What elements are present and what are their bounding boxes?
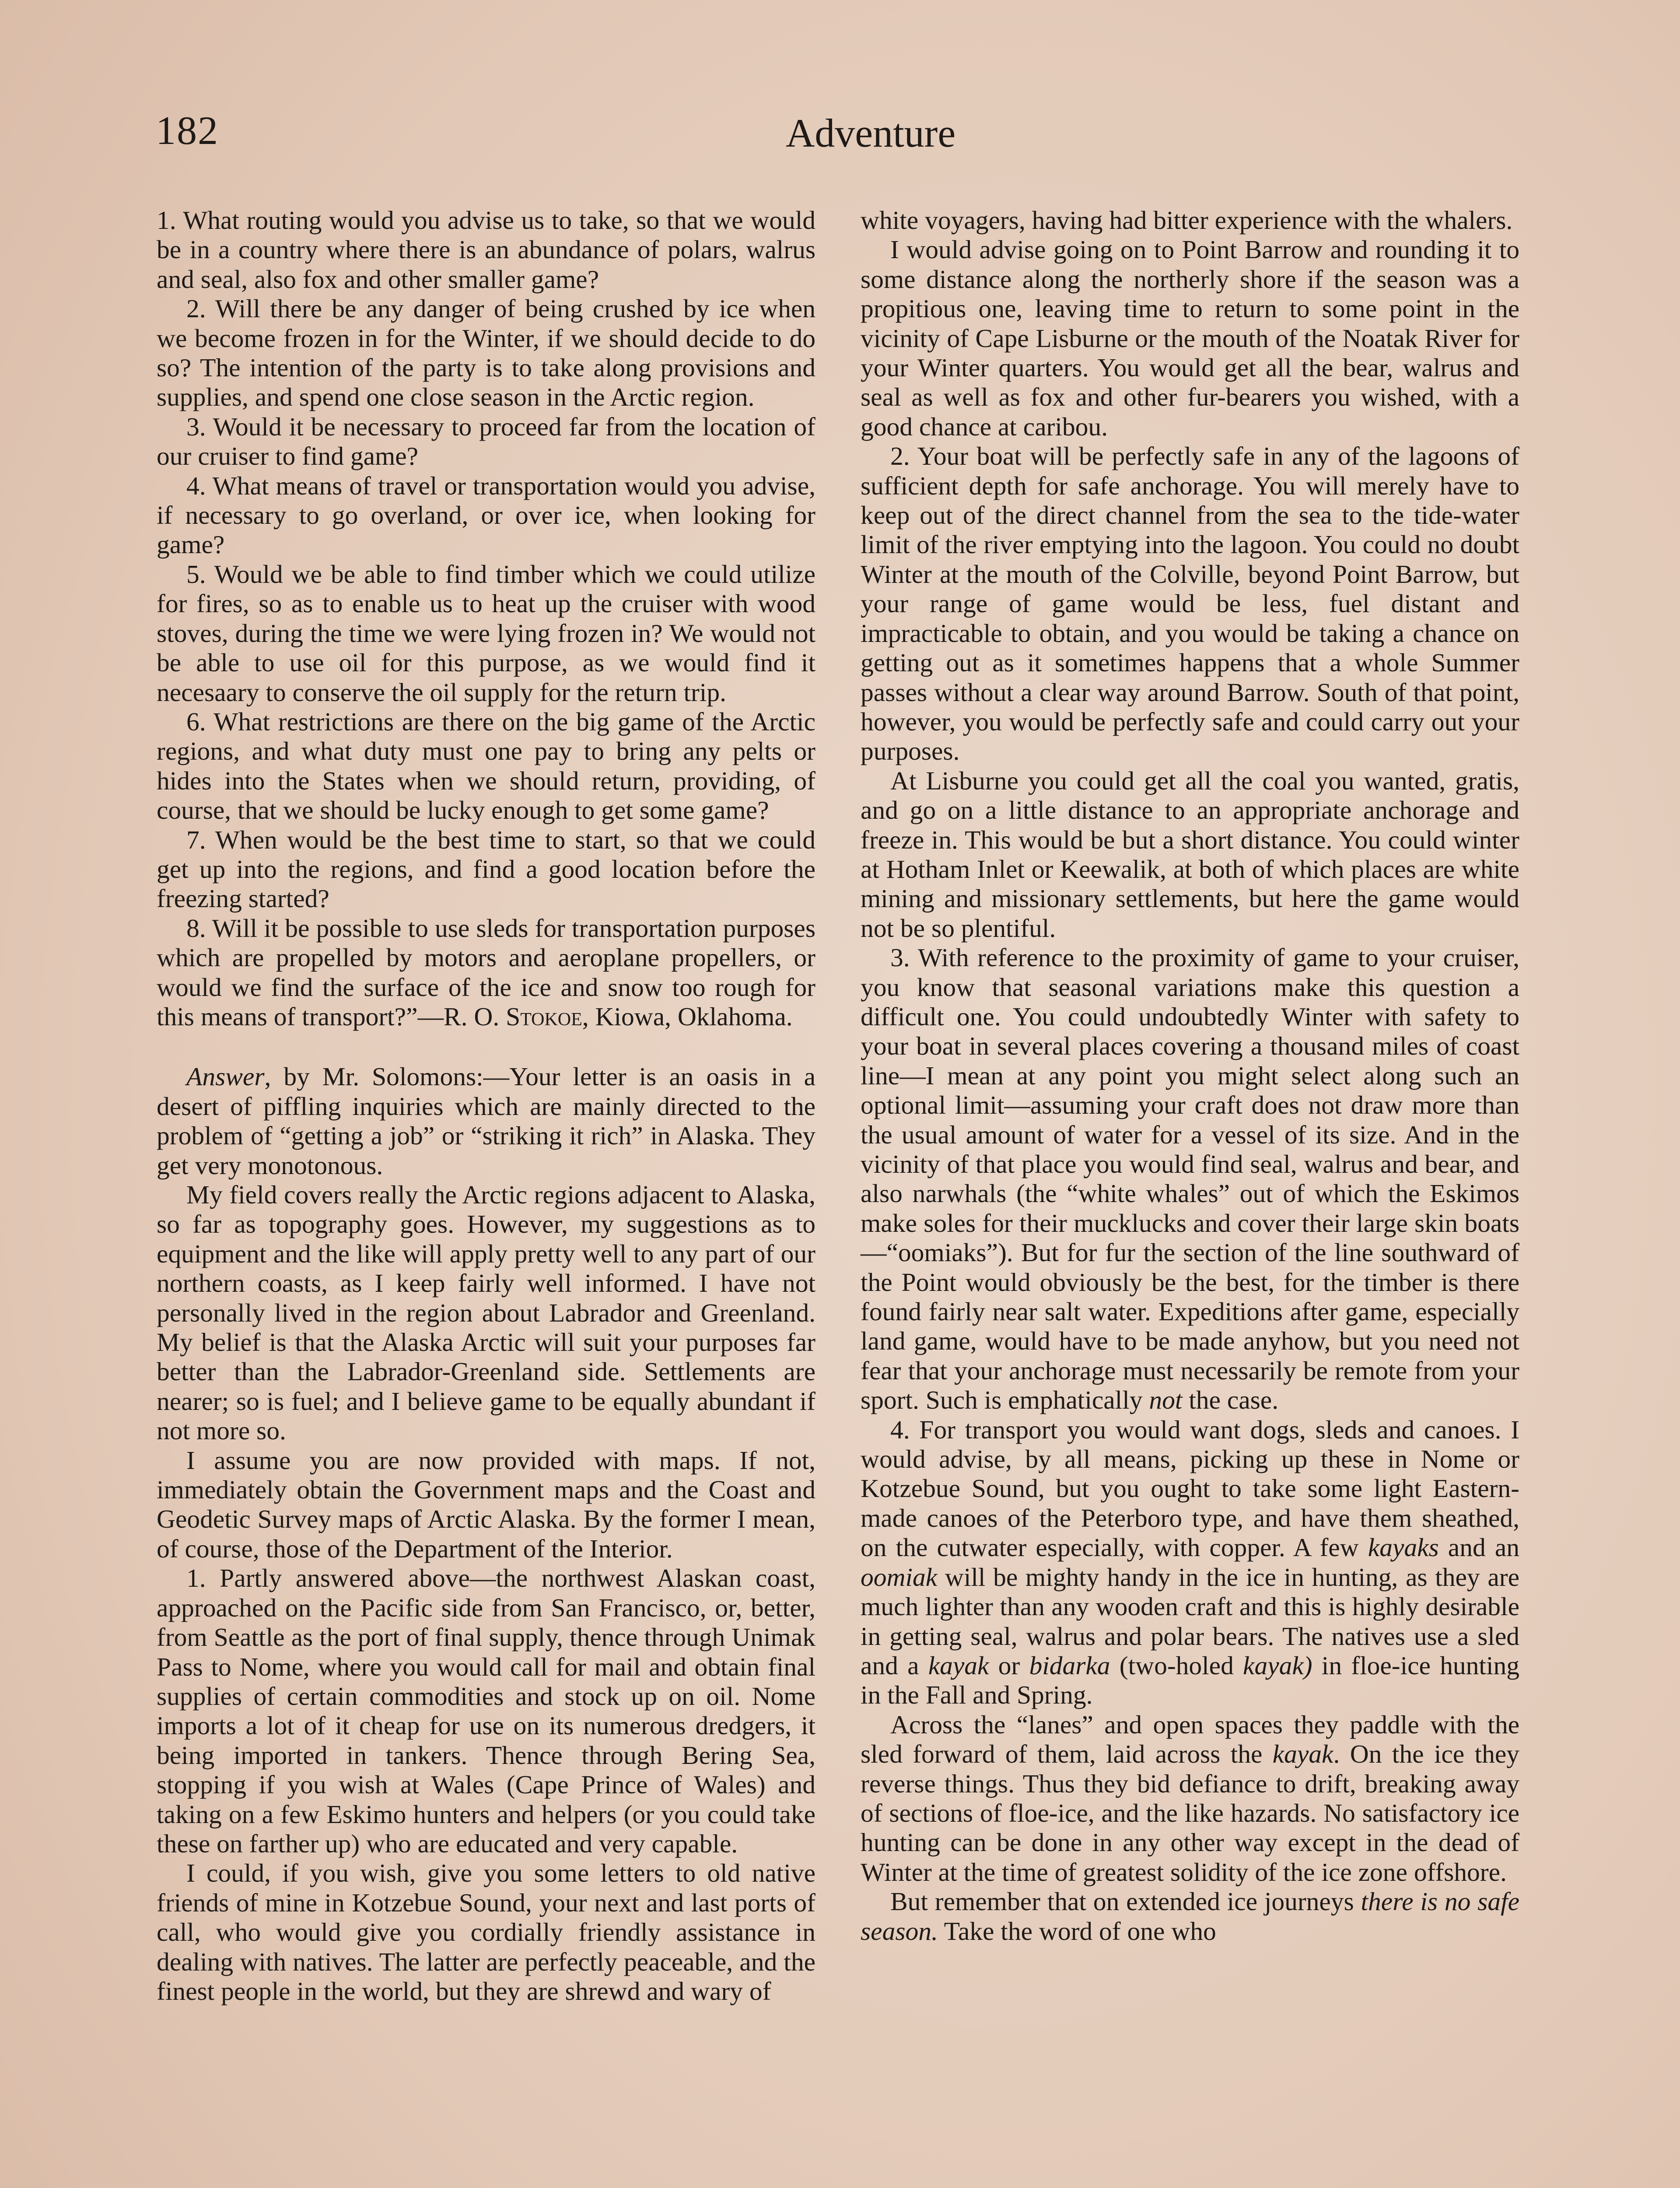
question-8 (157, 914, 816, 1032)
answer-4-part-c: will be mighty handy in the ice in hunting, as they are much lighter than any wooden craft and this is highly desirable in getting seal, walrus and polar bears. The natives use a sled and a (861, 1562, 1519, 1680)
answer-intro (157, 1062, 816, 1180)
page-number: 182 (156, 108, 219, 153)
remember-part-b: Take the word of one who (938, 1916, 1216, 1946)
signature-place: , Kiowa, Oklahoma. (582, 1002, 793, 1031)
answer-1: 1. Partly answered above—the northwest Alaskan coast, approached on the Pacific side from San Francisco, or, better, from Seattle as the port of final supply, thence through Unimak Pass to Nome, where you would call for mail and obtain final supplies of certain commodities and stock up on oil. Nome imports a lot of it cheap for use on its numerous dredgers, it being imported in tankers. Thence through Bering Sea, stopping if you wish at Wales (Cape Prince of Wales) and taking on a few Eskimo hunters and helpers (or you could take these on farther up) who are educated and very capable. (157, 1564, 816, 1858)
answer-4 (861, 1415, 1519, 1710)
term-kayak-3: kayak (1272, 1739, 1334, 1769)
answer-4-part-a: 4. For transport you would want dogs, sleds and canoes. I would advise, by all means, picking up these in Nome or Kotzebue Sound, but you ought to take some light Eastern-made canoes of the Peterboro type, and have them sheathed, on the cutwater especially, with copper. A few (861, 1415, 1519, 1562)
term-oomiak: oomiak (861, 1562, 938, 1592)
answer-3-text: 3. With reference to the proximity of game to your cruiser, you know that seasonal variations make this question a difficult one. You could undoubtedly Winter with safety to your boat in several places covering a thousand miles of coast line—I mean at any point you might select along such an optional limit—assuming your craft does not draw more than the usual amount of water for a vessel of its size. And in the vicinity of that place you would find seal, walrus and bear, and also narwhals (the “white whales” out of which the Eskimos make soles for their mucklucks and cover their large skin boats—“oomiaks”). But for fur the section of the line southward of the Point would obviously be the best, for the timber is there found fairly near salt water. Expeditions after game, especially land game, would have to be made anyhow, but you need not fear that your anchorage must necessarily be remote from your sport. Such is emphatically (861, 943, 1519, 1415)
answer-label: Answer (186, 1062, 265, 1091)
question-2: 2. Will there be any danger of being crushed by ice when we become frozen in for the Winter, if we should decide to do so? The intention of the party is to take along provisions and supplies, and spend one close season in the Arctic region. (157, 294, 816, 412)
term-kayak: kayak (928, 1651, 989, 1680)
question-8-text: 8. Will it be possible to use sleds for transportation purposes which are propelled by motors and aeroplane propellers, or would we find the surface of the ice and snow too rough for this means of transport?”—R. O. (157, 913, 816, 1031)
answer-4-part-b: and an (1438, 1533, 1519, 1562)
answer-lanes (861, 1710, 1519, 1887)
answer-3-end: the case. (1182, 1385, 1279, 1415)
answer-remember (861, 1887, 1519, 1946)
answer-barrow: I would advise going on to Point Barrow and rounding it to some distance along the northerly shore if the season was a propitious one, leaving time to return to some point in the vicinity of Cape Lisburne or the mouth of the Noatak River for your Winter quarters. You would get all the bear, walrus and seal as well as fox and other fur-bearers you wished, with a good chance at caribou. (861, 235, 1519, 441)
right-column (861, 206, 1519, 1946)
question-1: 1. What routing would you advise us to take, so that we would be in a country where there is an abundance of polars, walrus and seal, also fox and other smaller game? (157, 206, 816, 294)
term-kayak-2: kayak) (1243, 1651, 1312, 1680)
lanes-part-a: Across the “lanes” and open spaces they paddle with the sled forward of them, laid across the (861, 1710, 1519, 1769)
answer-field: My field covers really the Arctic regions adjacent to Alaska, so far as topography goes. However, my suggestions as to equipment and the like will apply pretty well to any part of our northern coasts, as I keep fairly well informed. I have not personally lived in the region about Labrador and Greenland. My belief is that the Alaska Arctic will suit your purposes far better than the Labrador-Greenland side. Settlements are nearer; so is fuel; and I believe game to be equally abundant if not more so. (157, 1180, 816, 1445)
page-title: Adventure (785, 111, 956, 155)
question-5: 5. Would we be able to find timber which we could utilize for fires, so as to enable us to heat up the cruiser with wood stoves, during the time we were lying frozen in? We would not be able to use oil for this purpose, as we would find it necesaary to conserve the oil supply for the return trip. (157, 559, 816, 707)
answer-4-part-d: or (989, 1651, 1029, 1680)
question-3: 3. Would it be necessary to proceed far from the location of our cruiser to find game? (157, 412, 816, 471)
answer-lisburne: At Lisburne you could get all the coal you wanted, gratis, and go on a little distance to an appropriate anchorage and freeze in. This would be but a short distance. You could winter at Hotham Inlet or Keewalik, at both of which places are white mining and missionary settlements, but here the game would not be so plentiful. (861, 766, 1519, 943)
emphasis-not: not (1149, 1385, 1183, 1415)
answer-intro-text: , by Mr. Solomons:—Your letter is an oasis in a desert of piffling inquiries which are mainly directed to the problem of “getting a job” or “striking it rich” in Alaska. They get very monotonous. (157, 1062, 816, 1180)
answer-4-part-f: in floe-ice hunting in the Fall and Spring. (861, 1651, 1519, 1710)
remember-part-a: But remember that on extended ice journeys (890, 1887, 1361, 1916)
left-column (157, 206, 816, 2006)
term-bidarka: bidarka (1029, 1651, 1110, 1680)
signature-name: Stokoe (506, 1002, 582, 1031)
term-kayaks: kayaks (1368, 1533, 1439, 1562)
question-4: 4. What means of travel or transportation would you advise, if necessary to go overland, or over ice, when looking for game? (157, 471, 816, 559)
answer-4-part-e: (two-holed (1110, 1651, 1243, 1680)
answer-maps: I assume you are now provided with maps. If not, immediately obtain the Government maps and the Coast and Geodetic Survey maps of Arctic Alaska. By the former I mean, of course, those of the Department of the Interior. (157, 1445, 816, 1563)
answer-2: 2. Your boat will be perfectly safe in any of the lagoons of sufficient depth for safe anchorage. You will merely have to keep out of the direct channel from the sea to the tide-water limit of the river emptying into the lagoon. You could no doubt Winter at the mouth of the Colville, beyond Point Barrow, but your range of game would be less, fuel distant and impracticable to obtain, and you would be taking a chance on getting out as it sometimes happens that a whole Summer passes without a clear way around Barrow. South of that point, however, you would be perfectly safe and could carry out your purposes. (861, 442, 1519, 766)
emphasis-no-safe-season: there is no safe season. (861, 1887, 1520, 1946)
question-6: 6. What restrictions are there on the big game of the Arctic regions, and what duty must one pay to bring any pelts or hides into the States when we should return, providing, of course, that we should be lucky enough to get some game? (157, 707, 816, 825)
answer-3 (861, 943, 1519, 1415)
question-7: 7. When would be the best time to start, so that we could get up into the regions, and find a good location before the freezing started? (157, 825, 816, 913)
continuation: white voyagers, having had bitter experience with the whalers. (861, 206, 1513, 235)
answer-letters: I could, if you wish, give you some letters to old native friends of mine in Kotzebue Sound, your next and last ports of call, who would give you cordially friendly assistance in dealing with natives. The latter are perfectly peaceable, and the finest people in the world, but they are shrewd and wary of (157, 1858, 816, 2006)
lanes-part-b: . On the ice they reverse things. Thus they bid defiance to drift, breaking away of sections of floe-ice, and the like hazards. No satisfactory ice hunting can be done in any other way except in the dead of Winter at the time of greatest solidity of the ice zone offshore. (861, 1739, 1519, 1886)
